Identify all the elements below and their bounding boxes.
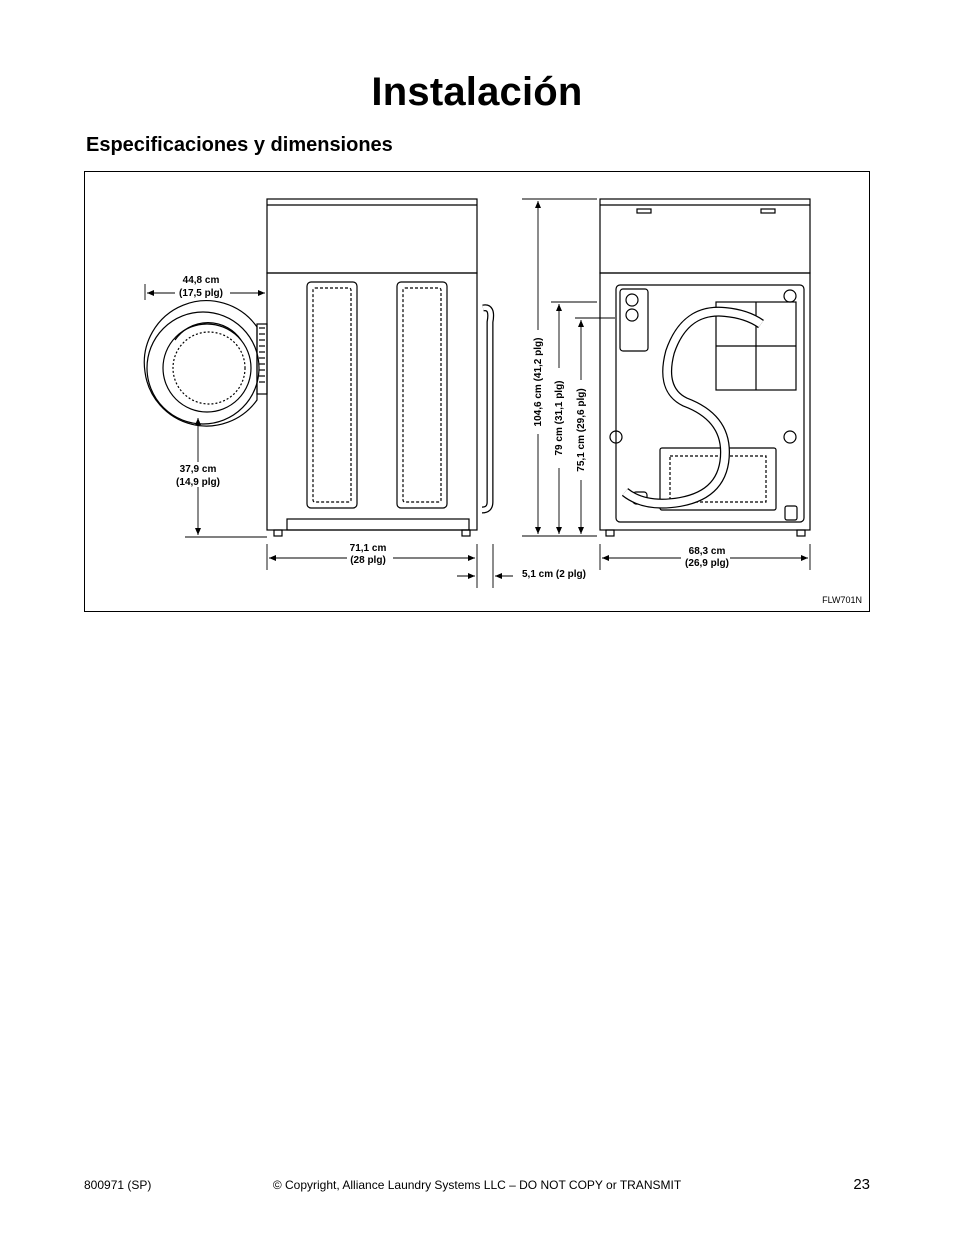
open-door	[144, 301, 259, 426]
depth-in-label: (28 plg)	[350, 555, 386, 566]
back-view-washer	[600, 199, 810, 536]
door-width-in-label: (17,5 plg)	[179, 288, 223, 299]
footer-doc-number: 800971 (SP)	[84, 1178, 152, 1192]
section-title: Especificaciones y dimensiones	[86, 134, 393, 156]
width-cm-label: 68,3 cm	[688, 546, 726, 557]
door-height-in-label: (14,9 plg)	[176, 477, 220, 488]
depth-cm-label: 71,1 cm	[349, 543, 387, 554]
dimensions-drawing	[85, 172, 871, 613]
figure-code: FLW701N	[822, 595, 862, 605]
page-number: 23	[853, 1176, 870, 1193]
door-width-cm-label: 44,8 cm	[182, 275, 220, 286]
door-height-cm-label: 37,9 cm	[179, 464, 217, 475]
side-view-washer	[257, 199, 491, 536]
total-height-label: 104,6 cm (41,2 plg)	[533, 337, 544, 427]
width-in-label: (26,9 plg)	[685, 558, 729, 569]
drain-height-label: 75,1 cm (29,6 plg)	[576, 388, 587, 472]
side-cabinet	[267, 273, 477, 530]
back-console	[600, 199, 810, 273]
footer-copyright: © Copyright, Alliance Laundry Systems LLC – DO NOT COPY or TRANSMIT	[272, 1178, 682, 1192]
side-console	[267, 199, 477, 273]
hose-clearance-label: 5,1 cm (2 plg)	[522, 569, 586, 580]
cabinet-height-label: 79 cm (31,1 plg)	[554, 380, 565, 456]
dimensions-figure	[84, 171, 870, 612]
page-title: Instalación	[371, 70, 583, 114]
